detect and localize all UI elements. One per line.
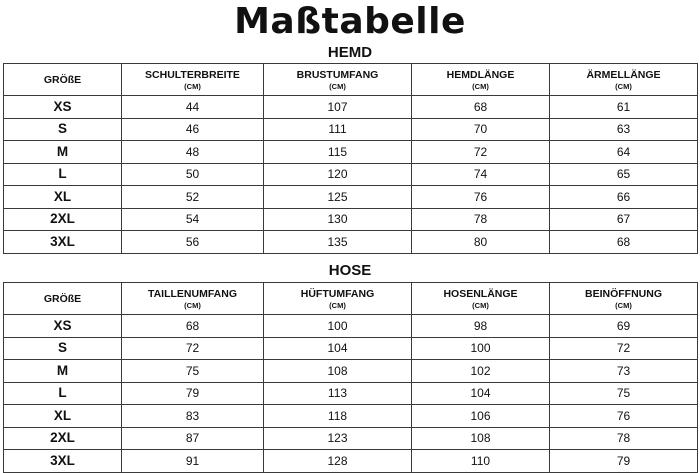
header-cell [550, 64, 698, 96]
value-cell: 61 [550, 96, 698, 119]
value-cell: 118 [264, 405, 412, 428]
size-cell: XS [4, 315, 122, 338]
value-cell: 110 [412, 450, 550, 473]
size-cell: L [4, 163, 122, 186]
value-cell: 65 [550, 163, 698, 186]
size-cell: L [4, 382, 122, 405]
size-cell: XL [4, 405, 122, 428]
section-title-hemd: HEMD [327, 44, 373, 61]
size-cell: 3XL [4, 450, 122, 473]
table-row [4, 405, 698, 428]
value-cell: 74 [412, 163, 550, 186]
value-cell: 68 [550, 231, 698, 254]
value-cell: 91 [122, 450, 264, 473]
size-cell: XL [4, 186, 122, 209]
value-cell: 70 [412, 118, 550, 141]
header-label: BEINÖFFNUNG [585, 287, 662, 300]
value-cell: 76 [550, 405, 698, 428]
table-row [4, 118, 698, 141]
table-row [4, 382, 698, 405]
header-unit: (CM) [184, 300, 201, 310]
header-label: HOSENLÄNGE [443, 287, 518, 300]
header-cell [122, 64, 264, 96]
value-cell: 78 [550, 427, 698, 450]
header-unit: (CM) [472, 81, 489, 91]
value-cell: 79 [122, 382, 264, 405]
size-cell: M [4, 360, 122, 383]
value-cell: 125 [264, 186, 412, 209]
value-cell: 72 [122, 337, 264, 360]
value-cell: 67 [550, 208, 698, 231]
header-label: GRÖßE [43, 292, 82, 305]
header-unit: (CM) [615, 81, 632, 91]
value-cell: 76 [412, 186, 550, 209]
header-label: GRÖßE [43, 73, 82, 86]
size-cell: S [4, 337, 122, 360]
section-title-hose: HOSE [328, 262, 372, 279]
value-cell: 107 [264, 96, 412, 119]
header-cell [264, 283, 412, 315]
value-cell: 104 [412, 382, 550, 405]
value-cell: 69 [550, 315, 698, 338]
size-cell: 2XL [4, 208, 122, 231]
header-unit: (CM) [184, 81, 201, 91]
value-cell: 135 [264, 231, 412, 254]
header-unit: (CM) [329, 300, 346, 310]
header-label: BRUSTUMFANG [296, 68, 379, 81]
value-cell: 100 [412, 337, 550, 360]
table-row [4, 450, 698, 473]
value-cell: 102 [412, 360, 550, 383]
value-cell: 66 [550, 186, 698, 209]
hose-size-table [3, 282, 698, 473]
header-unit: (CM) [615, 300, 632, 310]
value-cell: 79 [550, 450, 698, 473]
table-row [4, 96, 698, 119]
table-row [4, 337, 698, 360]
value-cell: 108 [264, 360, 412, 383]
table-header-row [4, 64, 698, 96]
value-cell: 106 [412, 405, 550, 428]
header-cell [264, 64, 412, 96]
value-cell: 56 [122, 231, 264, 254]
header-label: ÄRMELLÄNGE [586, 68, 661, 81]
size-cell: M [4, 141, 122, 164]
value-cell: 48 [122, 141, 264, 164]
table-header-row [4, 283, 698, 315]
value-cell: 87 [122, 427, 264, 450]
value-cell: 68 [412, 96, 550, 119]
hemd-size-table [3, 63, 698, 254]
value-cell: 44 [122, 96, 264, 119]
value-cell: 83 [122, 405, 264, 428]
size-cell: XS [4, 96, 122, 119]
table-row [4, 208, 698, 231]
size-cell: S [4, 118, 122, 141]
value-cell: 115 [264, 141, 412, 164]
value-cell: 73 [550, 360, 698, 383]
header-cell [4, 64, 122, 96]
value-cell: 75 [550, 382, 698, 405]
table-row [4, 231, 698, 254]
value-cell: 63 [550, 118, 698, 141]
header-cell [412, 283, 550, 315]
header-unit: (CM) [329, 81, 346, 91]
value-cell: 130 [264, 208, 412, 231]
value-cell: 64 [550, 141, 698, 164]
header-cell [550, 283, 698, 315]
value-cell: 52 [122, 186, 264, 209]
value-cell: 78 [412, 208, 550, 231]
value-cell: 54 [122, 208, 264, 231]
value-cell: 98 [412, 315, 550, 338]
page-title: Maßtabelle [234, 1, 466, 42]
table-row [4, 163, 698, 186]
value-cell: 72 [550, 337, 698, 360]
value-cell: 75 [122, 360, 264, 383]
value-cell: 46 [122, 118, 264, 141]
header-label: HEMDLÄNGE [446, 68, 515, 81]
header-label: HÜFTUMFANG [300, 287, 375, 300]
value-cell: 113 [264, 382, 412, 405]
value-cell: 123 [264, 427, 412, 450]
value-cell: 120 [264, 163, 412, 186]
value-cell: 100 [264, 315, 412, 338]
value-cell: 80 [412, 231, 550, 254]
table-row [4, 360, 698, 383]
header-unit: (CM) [472, 300, 489, 310]
value-cell: 108 [412, 427, 550, 450]
size-cell: 3XL [4, 231, 122, 254]
header-cell [122, 283, 264, 315]
value-cell: 50 [122, 163, 264, 186]
header-label: TAILLENUMFANG [147, 287, 238, 300]
value-cell: 68 [122, 315, 264, 338]
value-cell: 111 [264, 118, 412, 141]
table-row [4, 427, 698, 450]
header-cell [4, 283, 122, 315]
value-cell: 128 [264, 450, 412, 473]
table-row [4, 315, 698, 338]
table-row [4, 186, 698, 209]
table-row [4, 141, 698, 164]
header-cell [412, 64, 550, 96]
header-label: SCHULTERBREITE [145, 68, 240, 81]
value-cell: 72 [412, 141, 550, 164]
value-cell: 104 [264, 337, 412, 360]
size-cell: 2XL [4, 427, 122, 450]
